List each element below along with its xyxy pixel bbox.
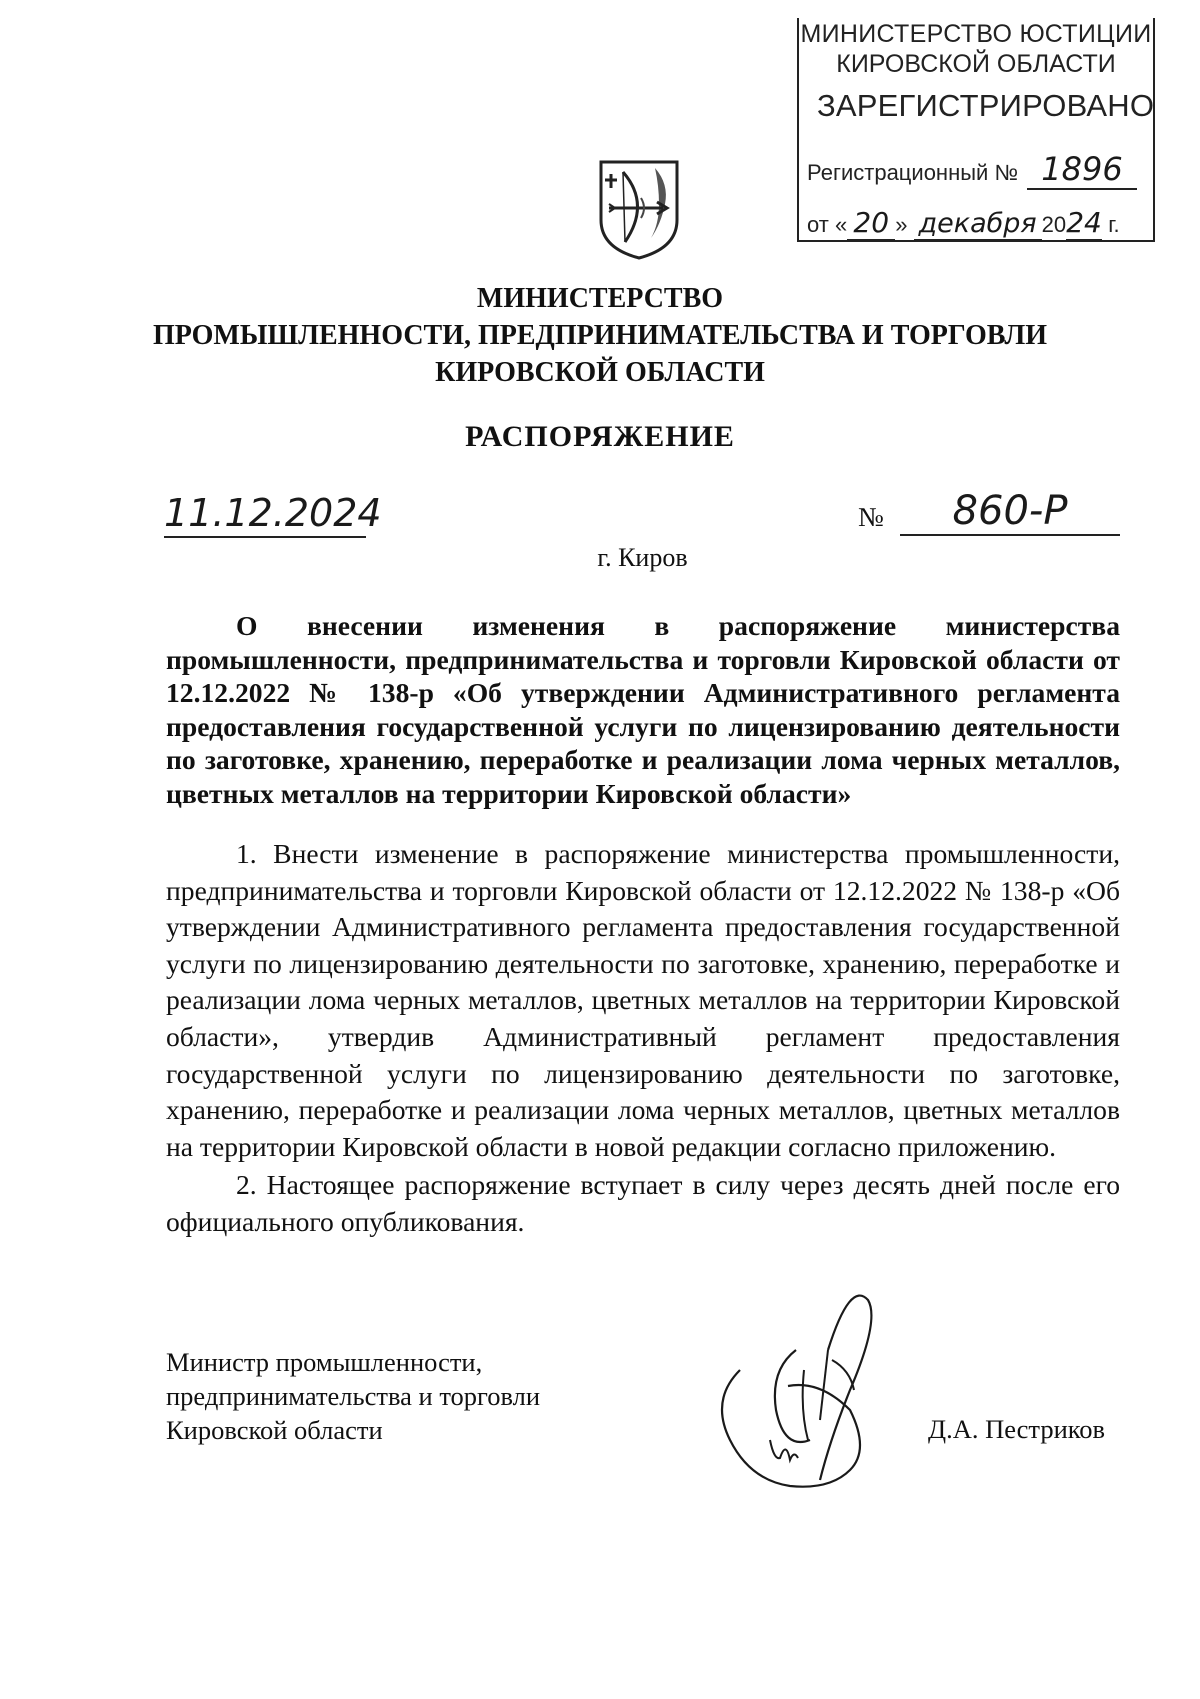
signer-name: Д.А. Пестриков [928,1414,1106,1444]
stamp-status: ЗАРЕГИСТРИРОВАНО [817,88,1155,123]
ministry-heading-line3: КИРОВСКОЙ ОБЛАСТИ [435,357,765,388]
ministry-heading [100,280,1100,391]
signatory-position-line1: Министр промышленности, [166,1347,483,1377]
handwritten-signature [700,1290,930,1490]
document-type-title: РАСПОРЯЖЕНИЕ [465,420,735,453]
document-city: г. Киров [597,543,688,572]
stamp-date-day: 20 [847,206,895,241]
ministry-heading-line2: ПРОМЫШЛЕННОСТИ, ПРЕДПРИНИМАТЕЛЬСТВА И ТОРГОВЛИ [152,320,1048,351]
stamp-reg-number: 1896 [1027,150,1137,190]
document-subject: О внесении изменения в распоряжение министерства промышленности, предпринимательства и торговли Кировской области от 12.12.2022 № 138-р «Об утверждении Административного регламента предоставления государственной услуги по лицензированию деятельности по заготовке, хранению, переработке и реализации лома черных металлов, цветных металлов на территории Кировской области» [166,610,1120,809]
document-date: 11.12.2024 [164,490,366,538]
stamp-authority-line2: КИРОВСКОЙ ОБЛАСТИ [836,50,1116,78]
coat-of-arms-icon [597,158,681,260]
signatory-position-line3: Кировской области [166,1415,383,1445]
stamp-date-suffix: г. [1108,212,1120,237]
stamp-date-close-quote: » [895,212,908,237]
body-paragraph-1: 1. Внести изменение в распоряжение министерства промышленности, предпринимательства и торговли Кировской области от 12.12.2022 № 138-р «Об утверждении Административного регламента предоставления государственной услуги по лицензированию деятельности по заготовке, хранению, переработке и реализации лома черных металлов, цветных металлов на территории Кировской области», утвердив Административный регламент предоставления государственной услуги по лицензированию деятельности по заготовке, хранению, переработке и реализации лома черных металлов, цветных металлов на территории Кировской области в новой редакции согласно приложению. [166,838,1120,1162]
stamp-date-prefix: от [807,212,829,237]
body-paragraph-2: 2. Настоящее распоряжение вступает в силу через десять дней после его официального опубликования. [166,1169,1120,1237]
document-body [166,836,1120,1241]
stamp-date-open-quote: « [834,212,848,237]
stamp-reg-label: Регистрационный № [807,160,1019,185]
ministry-heading-line1: МИНИСТЕРСТВО [476,283,724,314]
stamp-date-month: декабря [914,208,1042,241]
registration-stamp [797,18,1155,242]
stamp-date-year-suffix: 24 [1066,206,1102,239]
document-number: 860-Р [900,488,1120,536]
signatory-position [166,1345,540,1447]
stamp-date-year-prefix: 20 [1041,212,1067,237]
stamp-authority-line1: МИНИСТЕРСТВО ЮСТИЦИИ [800,20,1152,48]
stamp-date-line [807,206,1120,241]
document-number-label: № [858,502,884,532]
signatory-position-line2: предпринимательства и торговли [166,1381,541,1411]
